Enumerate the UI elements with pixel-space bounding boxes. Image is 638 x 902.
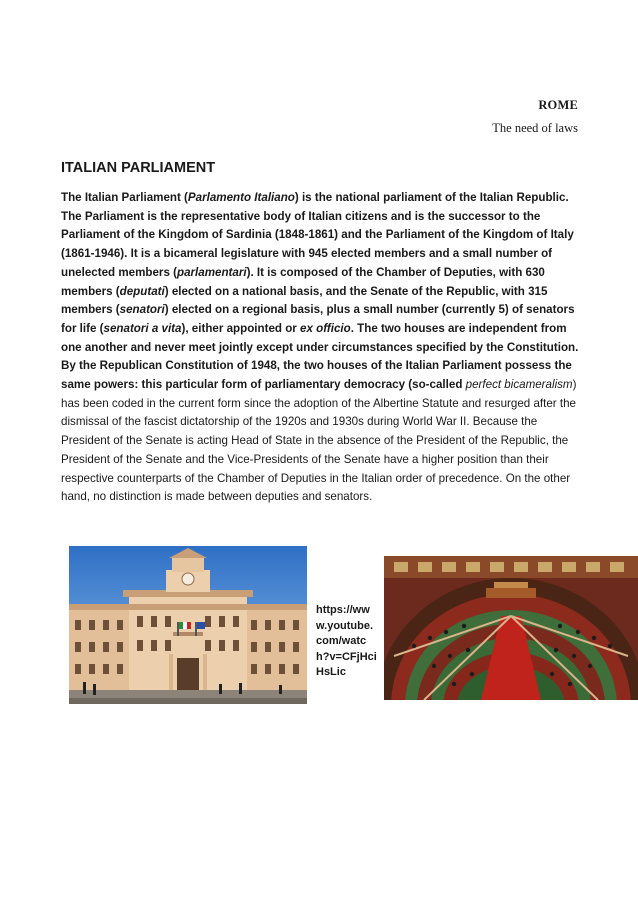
senate-chamber-photo [384, 556, 638, 700]
link-order-of-precedence[interactable]: Italian order of precedence [361, 471, 500, 485]
link-president-of-republic[interactable]: President of the Republic [416, 434, 546, 448]
link-senate[interactable]: Senate of the Republic [370, 284, 496, 298]
header-city: ROME [538, 98, 578, 112]
section-title: ITALIAN PARLIAMENT [61, 160, 216, 176]
youtube-link[interactable]: https://www.youtube.com/watch?v=CFjHciHsLic [316, 604, 377, 678]
body-paragraph: The Italian Parliament (Parlamento Italiano) is the national parliament of the Italian Republic. The Parliament is the representative body of Italian citizens and is the successor to the Parliament of the Kingdom of Sardinia (1848-1861) and the Parliament of the Kingdom of Italy (1861-1946). It is a bicameral legislature with 945 elected members and a small number of unelected members (parlamentari). It is composed of the Chamber of Deputies, with 630 members (deputati) elected on a national basis, and the Senate of the Republic, with 315 members (senatori) elected on a regional basis, plus a small number (currently 5) of senators for life (senatori a vita), either appointed or ex officio. The two houses are independent from one another and never meet jointly except under circumstances specified by the Constitution. By the Republican Constitution of 1948, the two houses of the Italian Parliament possess the same powers: this particular form of parliamentary democracy (so-called perfect bicameralism) has been coded in the current form since the adoption of the Albertine Statute and resurged after the dismissal of the fascist dictatorship of the 1920s and 1930s during World War II. Because the President of the Senate is acting Head of State in the absence of the President of the Republic, the President of the Senate and the Vice-Presidents of the Senate have a higher position than their respective counterparts of the Chamber of Deputies in the Italian order of precedence. On the other hand, no distinction is made between deputies and senators. [61, 191, 579, 504]
link-world-war-ii[interactable]: World War II [402, 415, 467, 429]
header-subtitle: The need of laws [492, 121, 578, 135]
link-constitution[interactable]: Constitution [506, 340, 576, 354]
link-chamber-of-deputies[interactable]: Chamber of Deputies [376, 265, 493, 279]
link-italian-republic[interactable]: Italian Republic [479, 191, 566, 204]
link-albertine-statute[interactable]: Albertine Statute [372, 396, 459, 410]
parliament-building-photo [69, 546, 307, 704]
